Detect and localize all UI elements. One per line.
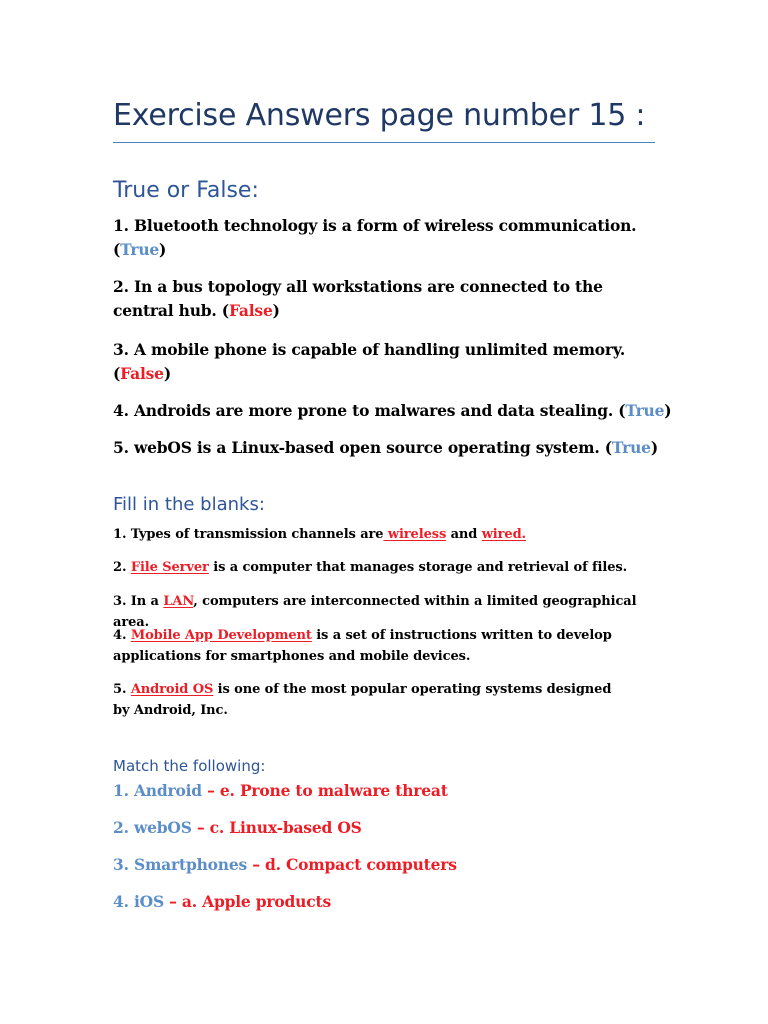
- statement-text: 5. webOS is a Linux-based open source operating system. (: [113, 438, 612, 457]
- paren-close: ): [664, 401, 672, 420]
- page-title: Exercise Answers page number 15 :: [113, 98, 646, 133]
- blank-answer: File Server: [130, 560, 209, 575]
- match-left: 3. Smartphones: [113, 855, 248, 874]
- blank-answer: Android OS: [130, 682, 214, 697]
- statement-text: 3. A mobile phone is capable of handling unlimited memory. (: [113, 340, 626, 383]
- statement-text: 1. Types of transmission channels are: [113, 527, 384, 542]
- paren-close: ): [272, 301, 280, 320]
- blank-answer: Mobile App Development: [130, 628, 312, 643]
- match-answer: – d. Compact computers: [247, 855, 457, 874]
- true-false-item-2: [113, 275, 653, 323]
- paren-close: ): [650, 438, 658, 457]
- true-false-item-5: [113, 436, 673, 460]
- blank-answer: wireless: [383, 527, 447, 542]
- fill-blank-item-1: [113, 524, 653, 545]
- answer-false: False: [120, 364, 164, 383]
- statement-text: 2.: [113, 560, 131, 575]
- match-answer: – e. Prone to malware threat: [201, 781, 448, 800]
- true-false-heading: True or False:: [113, 178, 259, 203]
- statement-text: is a set of instructions written to develop applications for smartphones and mobile devices.: [113, 628, 612, 664]
- true-false-item-3: [113, 338, 653, 386]
- statement-text: 4. Androids are more prone to malwares and data stealing. (: [113, 401, 626, 420]
- match-left: 2. webOS: [113, 818, 192, 837]
- statement-text: , computers are interconnected within a limited geographical area.: [113, 594, 637, 630]
- match-answer: – a. Apple products: [163, 892, 331, 911]
- true-false-item-1: [113, 214, 653, 262]
- match-item-4: [113, 890, 653, 914]
- answer-false: False: [228, 301, 273, 320]
- statement-text: 5.: [113, 682, 131, 697]
- statement-text: and: [446, 527, 482, 542]
- match-item-3: [113, 853, 653, 877]
- blank-answer: wired.: [481, 527, 526, 542]
- statement-text: 3. In a: [113, 594, 164, 609]
- match-answer: – c. Linux-based OS: [191, 818, 362, 837]
- match-item-1: [113, 779, 653, 803]
- match-item-2: [113, 816, 653, 840]
- answer-true: True: [611, 438, 651, 457]
- answer-true: True: [120, 240, 160, 259]
- match-heading: Match the following:: [113, 757, 266, 775]
- statement-text: 4.: [113, 628, 131, 643]
- match-left: 1. Android: [113, 781, 202, 800]
- paren-close: ): [159, 240, 167, 259]
- blank-answer: LAN: [163, 594, 194, 609]
- title-divider: [113, 142, 655, 143]
- match-left: 4. iOS: [113, 892, 164, 911]
- answer-true: True: [625, 401, 665, 420]
- statement-text: 1. Bluetooth technology is a form of wireless communication. (: [113, 216, 637, 259]
- statement-text: 2. In a bus topology all workstations are connected to the central hub. (: [113, 277, 603, 320]
- statement-text: is one of the most popular operating systems designed by Android, Inc.: [113, 682, 612, 718]
- statement-text: is a computer that manages storage and retrieval of files.: [208, 560, 628, 575]
- fill-blank-item-5: [113, 679, 618, 721]
- true-false-item-4: [113, 399, 673, 423]
- paren-close: ): [163, 364, 171, 383]
- fill-blank-item-4: [113, 625, 613, 667]
- fill-blank-item-2: [113, 557, 653, 578]
- fill-blanks-heading: Fill in the blanks:: [113, 494, 265, 515]
